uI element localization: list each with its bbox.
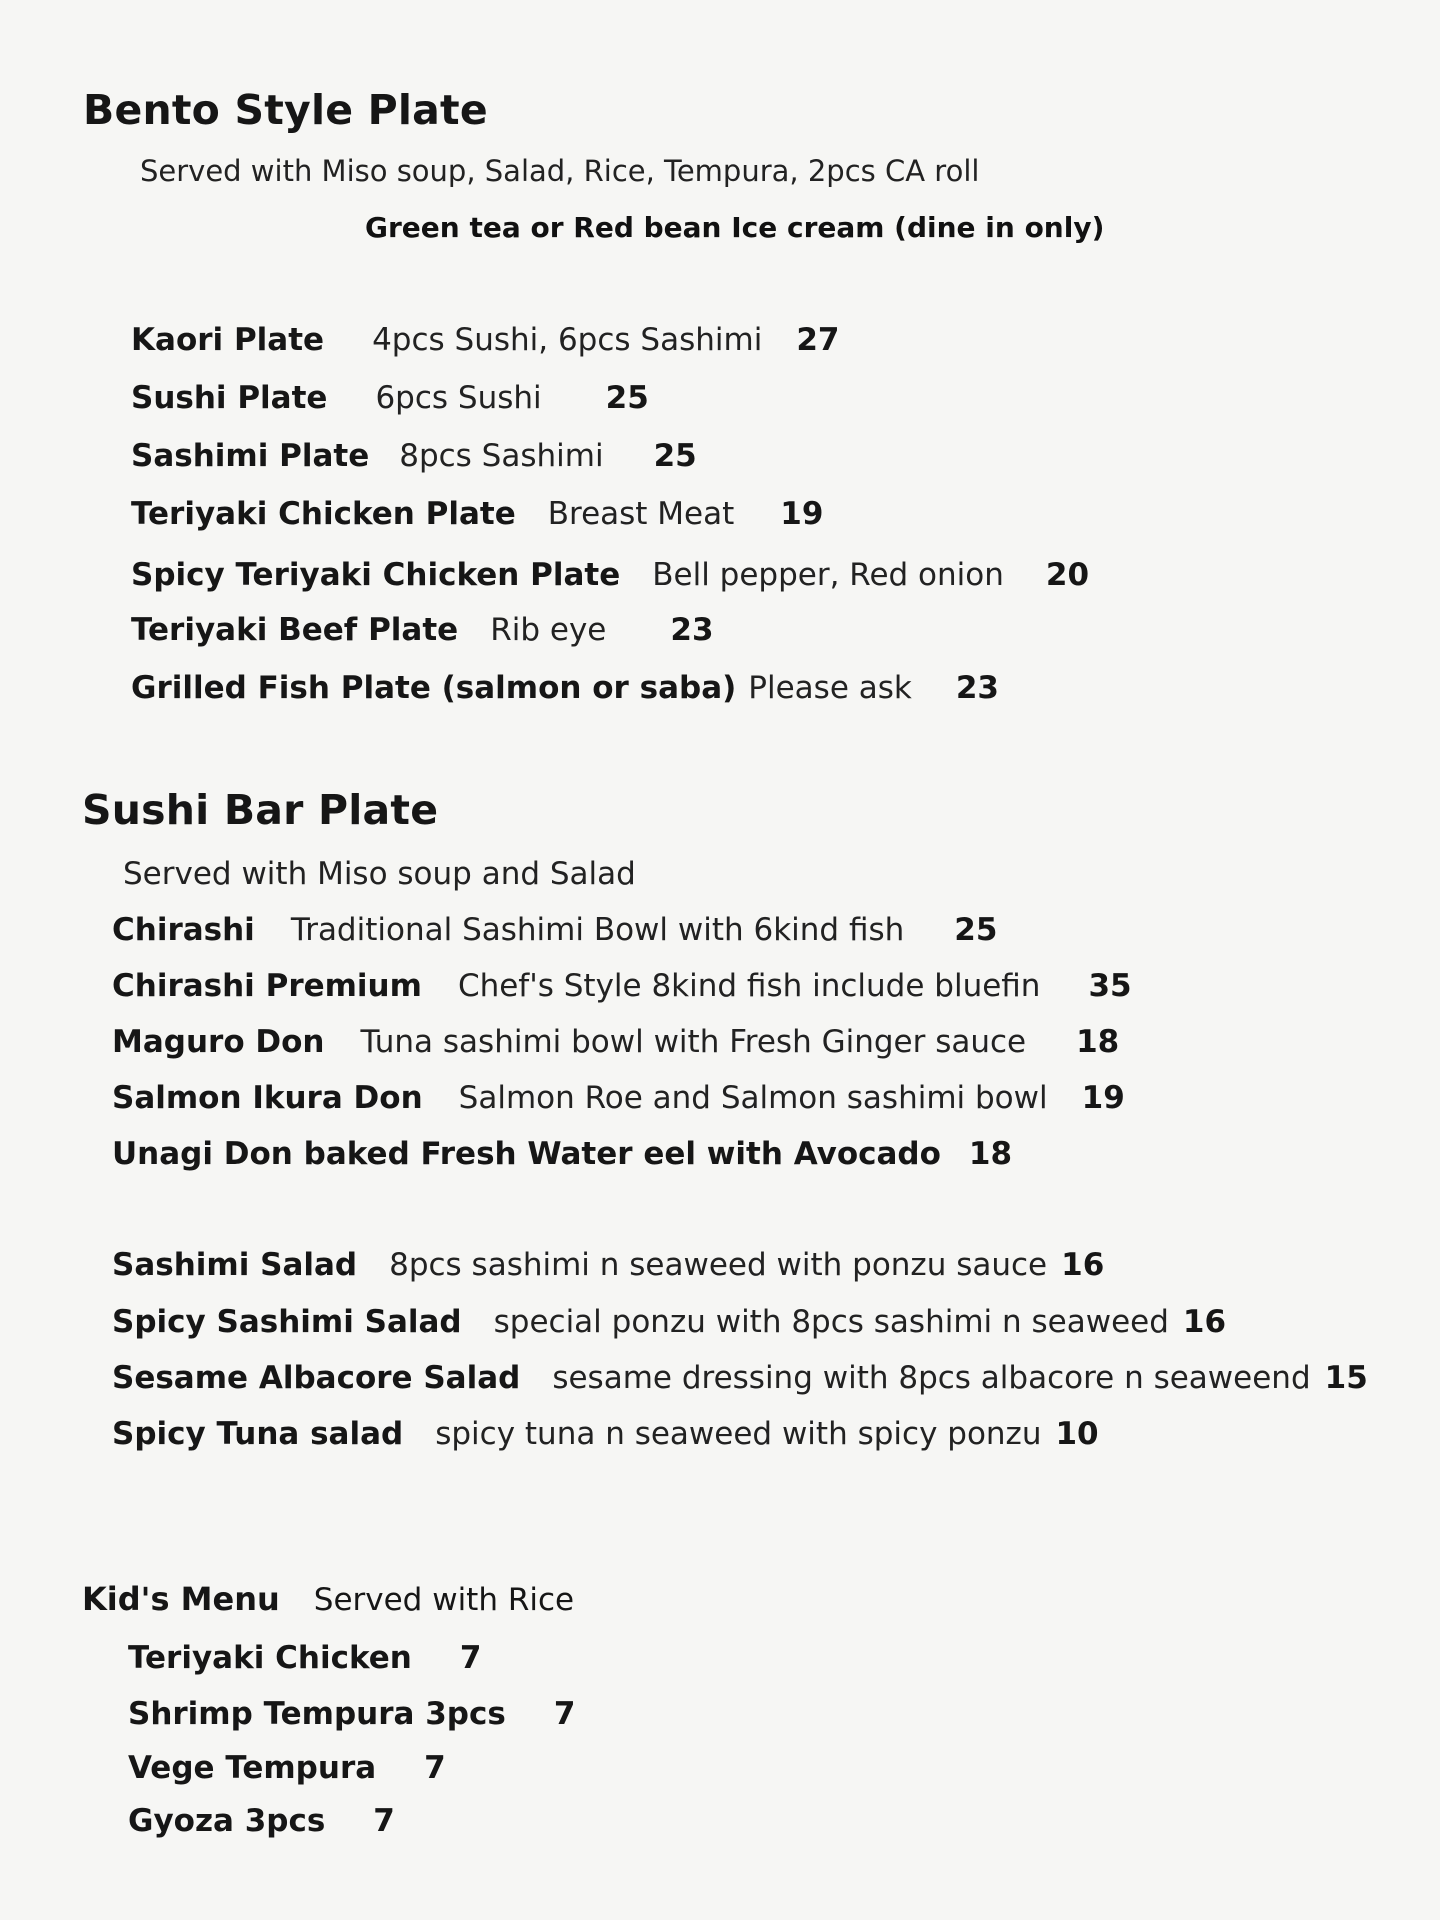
item-price: 35 xyxy=(1088,968,1132,1004)
sushi-bar-title: Sushi Bar Plate xyxy=(82,786,439,834)
item-desc: Breast Meat xyxy=(547,496,735,532)
item-price: 18 xyxy=(968,1136,1013,1172)
item-price: 15 xyxy=(1324,1360,1368,1396)
bento-note: Served with Miso soup, Salad, Rice, Tempura, 2pcs CA roll xyxy=(140,154,980,188)
item-name: Chirashi Premium xyxy=(112,968,422,1004)
item-name: Sashimi Salad xyxy=(112,1247,358,1283)
item-name: Spicy Teriyaki Chicken Plate xyxy=(131,557,621,593)
item-price: 23 xyxy=(670,612,714,648)
menu-item xyxy=(128,1638,481,1678)
item-desc: Tuna sashimi bowl with Fresh Ginger sauce xyxy=(360,1024,1027,1060)
menu-item xyxy=(128,1694,575,1734)
kids-header xyxy=(82,1580,574,1618)
item-price: 19 xyxy=(780,496,824,532)
item-price: 27 xyxy=(796,322,840,358)
item-price: 25 xyxy=(653,438,697,474)
item-name: Unagi Don baked Fresh Water eel with Avocado xyxy=(112,1136,941,1172)
item-name: Sushi Plate xyxy=(131,380,328,416)
item-name: Maguro Don xyxy=(112,1024,325,1060)
item-desc: Traditional Sashimi Bowl with 6kind fish xyxy=(290,912,905,948)
menu-item xyxy=(112,1302,1226,1342)
item-desc: Bell pepper, Red onion xyxy=(652,557,1004,593)
item-name: Kaori Plate xyxy=(131,322,325,358)
kids-note: Served with Rice xyxy=(313,1582,575,1618)
menu-item xyxy=(128,1748,446,1788)
item-desc: Rib eye xyxy=(490,612,607,648)
menu-item xyxy=(112,1358,1368,1398)
menu-item xyxy=(112,1022,1119,1062)
menu-item xyxy=(112,1078,1125,1118)
item-name: Teriyaki Chicken xyxy=(128,1640,412,1676)
menu-item xyxy=(131,668,999,708)
menu-item xyxy=(128,1801,395,1841)
item-desc: Chef's Style 8kind fish include bluefin xyxy=(457,968,1041,1004)
item-desc: 4pcs Sushi, 6pcs Sashimi xyxy=(372,322,763,358)
menu-item xyxy=(131,555,1089,595)
item-price: 7 xyxy=(459,1640,482,1676)
menu-item xyxy=(131,436,697,476)
item-price: 23 xyxy=(955,670,999,706)
sushi-bar-note: Served with Miso soup and Salad xyxy=(123,856,636,892)
item-name: Spicy Sashimi Salad xyxy=(112,1304,462,1340)
item-name: Spicy Tuna salad xyxy=(112,1416,404,1452)
menu-item xyxy=(131,494,823,534)
menu-item xyxy=(112,910,997,950)
item-desc: 8pcs Sashimi xyxy=(399,438,604,474)
item-price: 16 xyxy=(1061,1247,1105,1283)
item-desc: sesame dressing with 8pcs albacore n seaweend xyxy=(552,1360,1311,1396)
item-name: Salmon Ikura Don xyxy=(112,1080,423,1116)
item-price: 25 xyxy=(954,912,998,948)
menu-item xyxy=(112,966,1132,1006)
kids-title: Kid's Menu xyxy=(82,1580,280,1618)
item-price: 20 xyxy=(1045,557,1090,593)
menu-item xyxy=(112,1414,1099,1454)
item-desc: 6pcs Sushi xyxy=(375,380,542,416)
bento-title: Bento Style Plate xyxy=(83,86,488,134)
item-name: Sesame Albacore Salad xyxy=(112,1360,521,1396)
item-name: Vege Tempura xyxy=(128,1750,377,1786)
item-desc: Salmon Roe and Salmon sashimi bowl xyxy=(458,1080,1048,1116)
item-name: Grilled Fish Plate (salmon or saba) xyxy=(131,670,737,706)
item-name: Chirashi xyxy=(112,912,255,948)
item-name: Shrimp Tempura 3pcs xyxy=(128,1696,506,1732)
item-desc: Please ask xyxy=(748,670,912,706)
item-desc: spicy tuna n seaweed with spicy ponzu xyxy=(435,1416,1042,1452)
menu-item xyxy=(131,320,839,360)
item-name: Sashimi Plate xyxy=(131,438,370,474)
item-price: 7 xyxy=(553,1696,576,1732)
item-price: 10 xyxy=(1055,1416,1099,1452)
item-price: 19 xyxy=(1081,1080,1125,1116)
item-desc: 8pcs sashimi n seaweed with ponzu sauce xyxy=(389,1247,1048,1283)
menu-item xyxy=(131,378,649,418)
item-price: 7 xyxy=(424,1750,446,1786)
item-price: 16 xyxy=(1182,1304,1227,1340)
menu-item xyxy=(112,1134,1012,1174)
item-price: 18 xyxy=(1076,1024,1120,1060)
menu-item xyxy=(131,610,714,650)
menu-item xyxy=(112,1245,1104,1285)
item-name: Gyoza 3pcs xyxy=(128,1803,326,1839)
item-price: 7 xyxy=(373,1803,395,1839)
item-name: Teriyaki Beef Plate xyxy=(131,612,459,648)
item-name: Teriyaki Chicken Plate xyxy=(131,496,516,532)
item-desc: special ponzu with 8pcs sashimi n seaweed xyxy=(493,1304,1169,1340)
item-price: 25 xyxy=(605,380,649,416)
bento-note-dessert: Green tea or Red bean Ice cream (dine in only) xyxy=(365,211,1105,244)
